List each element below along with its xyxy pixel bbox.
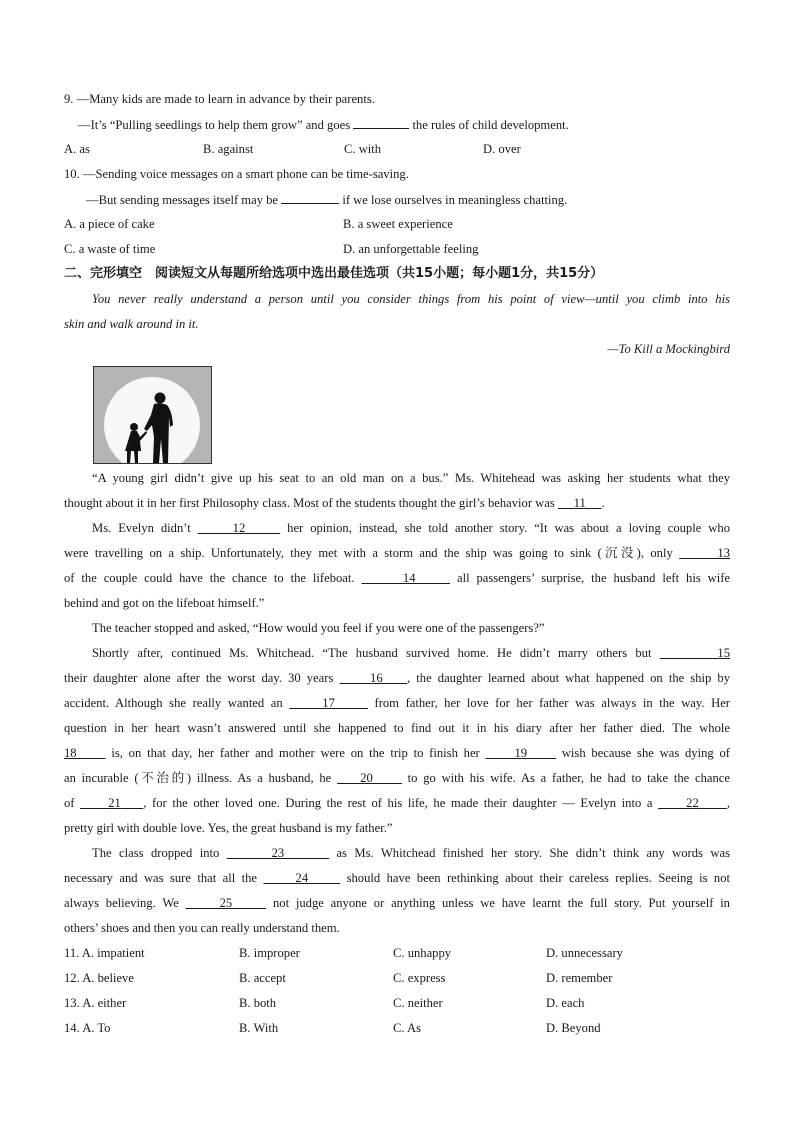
passage-text: all passengers’ surprise, the husband left his wife <box>457 571 731 585</box>
passage-line-16 <box>92 845 730 861</box>
q13-option-a[interactable]: 13. A. either <box>64 996 127 1010</box>
passage-text: is, on that day, her father and mother were on the trip to finish her <box>111 746 480 760</box>
blank-number: 19 <box>514 746 528 760</box>
passage-text: Shortly after, continued Ms. Whitchead. “The husband survived home. He didn’t marry others but <box>92 646 652 660</box>
passage-text: from father, her love for her father was always in the way. Her <box>374 696 730 710</box>
q9-option-d[interactable]: D. over <box>483 142 521 156</box>
passage-text: The class dropped into <box>92 846 220 860</box>
father-daughter-silhouette-image <box>93 366 212 464</box>
blank-23[interactable] <box>227 846 329 860</box>
q14-option-a[interactable]: 14. A. To <box>64 1021 111 1035</box>
q10-answer-blank[interactable] <box>281 191 339 204</box>
passage-text: . <box>601 496 605 510</box>
passage-line-12 <box>64 745 730 761</box>
passage-line-6: behind and got on the lifeboat himself.” <box>64 596 265 610</box>
blank-17[interactable] <box>289 696 368 710</box>
passage-line-11: question in her heart wasn’t answered until she happened to find out it in his diary after her father died. The whole <box>64 721 730 735</box>
blank-number: 21 <box>108 796 121 810</box>
blank-21[interactable] <box>80 796 143 810</box>
passage-text: as Ms. Whitchead finished her story. She didn’t think any words was <box>336 846 730 860</box>
blank-20[interactable] <box>337 771 402 785</box>
q12-option-c[interactable]: C. express <box>393 971 446 985</box>
q13-option-d[interactable]: D. each <box>546 996 585 1010</box>
section-heading: 二、完形填空 阅读短文从每题所给选项中选出最佳选项（共15小题；每小题1分，共15分） <box>64 266 604 281</box>
passage-line-5 <box>64 570 730 586</box>
q11-option-a[interactable]: 11. A. impatient <box>64 946 145 960</box>
q10-reply-after: if we lose ourselves in meaningless chatting. <box>342 193 568 207</box>
q11-option-c[interactable]: C. unhappy <box>393 946 452 960</box>
passage-text: necessary and was sure that all the <box>64 871 258 885</box>
q9-option-a[interactable]: A. as <box>64 142 90 156</box>
blank-15[interactable] <box>660 646 730 660</box>
passage-line-10 <box>64 695 730 711</box>
q14-option-b[interactable]: B. With <box>239 1021 279 1035</box>
q9-option-c[interactable]: C. with <box>344 142 382 156</box>
passage-text: , the daughter learned about what happened on the ship by <box>407 671 731 685</box>
q14-option-c[interactable]: C. As <box>393 1021 421 1035</box>
passage-line-9 <box>64 670 730 686</box>
blank-number: 24 <box>295 871 309 885</box>
q14-option-d[interactable]: D. Beyond <box>546 1021 601 1035</box>
passage-text: accident. Although she really wanted an <box>64 696 283 710</box>
q13-option-c[interactable]: C. neither <box>393 996 443 1010</box>
q10-option-a[interactable]: A. a piece of cake <box>64 217 155 231</box>
passage-text: thought about it in her first Philosophy class. Most of the students thought the girl’s behavior was <box>64 496 555 510</box>
blank-number: 16 <box>370 671 383 685</box>
passage-text: Ms. Evelyn didn’t <box>92 521 191 535</box>
blank-number: 15 <box>717 646 730 660</box>
blank-number: 11 <box>573 496 586 510</box>
q9-stem: 9. —Many kids are made to learn in advance by their parents. <box>64 92 375 106</box>
q10-option-d[interactable]: D. an unforgettable feeling <box>343 242 479 256</box>
epigraph-line-1: You never really understand a person until you consider things from his point of view—until you climb into his <box>92 292 730 306</box>
passage-text: , for the other loved one. During the rest of his life, he made their daughter — Evelyn into a <box>143 796 653 810</box>
blank-13[interactable] <box>679 546 730 560</box>
q12-option-d[interactable]: D. remember <box>546 971 613 985</box>
passage-line-1: “A young girl didn’t give up his seat to an old man on a bus.” Ms. Whitehead was asking her students what they <box>92 471 730 485</box>
passage-text: her opinion, instead, she told another story. “It was about a loving couple who <box>287 521 730 535</box>
q9-reply-after: the rules of child development. <box>412 118 569 132</box>
epigraph-line-2: skin and walk around in it. <box>64 317 199 331</box>
passage-line-13 <box>64 770 730 786</box>
q10-reply <box>86 191 730 208</box>
blank-number: 12 <box>232 521 246 535</box>
passage-text: , <box>726 796 730 810</box>
q10-reply-before: —But sending messages itself may be <box>86 193 279 207</box>
passage-line-7: The teacher stopped and asked, “How would you feel if you were one of the passengers?” <box>92 621 545 635</box>
q10-option-b[interactable]: B. a sweet experience <box>343 217 453 231</box>
q12-option-b[interactable]: B. accept <box>239 971 286 985</box>
q11-option-d[interactable]: D. unnecessary <box>546 946 623 960</box>
q12-option-a[interactable]: 12. A. believe <box>64 971 134 985</box>
blank-number: 14 <box>402 571 416 585</box>
passage-line-19: others’ shoes and then you can really understand them. <box>64 921 340 935</box>
blank-18[interactable] <box>64 746 106 760</box>
passage-text: their daughter alone after the worst day. 30 years <box>64 671 334 685</box>
q10-option-c[interactable]: C. a waste of time <box>64 242 156 256</box>
blank-22[interactable] <box>658 796 727 810</box>
blank-25[interactable] <box>186 896 267 910</box>
passage-line-14 <box>64 795 730 811</box>
blank-19[interactable] <box>486 746 557 760</box>
passage-line-4 <box>64 545 730 561</box>
epigraph-source: —To Kill a Mockingbird <box>607 342 730 356</box>
blank-number: 18 <box>64 746 77 760</box>
blank-12[interactable] <box>198 521 280 535</box>
q13-option-b[interactable]: B. both <box>239 996 277 1010</box>
q9-reply-before: —It’s “Pulling seedlings to help them grow” and goes <box>78 118 351 132</box>
passage-text: to go with his wife. As a father, he had to take the chance <box>407 771 730 785</box>
blank-number: 13 <box>717 546 730 560</box>
q10-stem: 10. —Sending voice messages on a smart phone can be time-saving. <box>64 167 409 181</box>
passage-text: not judge anyone or anything unless we have learnt the full story. Put yourself in <box>272 896 730 910</box>
q9-option-b[interactable]: B. against <box>203 142 254 156</box>
passage-text: an incurable (不治的) illness. As a husband, he <box>64 771 332 785</box>
passage-line-18 <box>64 895 730 911</box>
passage-text: wish because she was dying of <box>561 746 730 760</box>
passage-line-8 <box>92 645 730 661</box>
passage-text: should have been rethinking about their careless replies. Seeing is not <box>346 871 731 885</box>
blank-14[interactable] <box>361 571 450 585</box>
blank-number: 25 <box>219 896 233 910</box>
passage-text: were travelling on a ship. Unfortunately, they met with a storm and the ship was going to sink (沉没), only <box>64 546 673 560</box>
passage-text: always believing. We <box>64 896 179 910</box>
blank-number: 22 <box>686 796 699 810</box>
passage-line-2 <box>64 495 730 511</box>
blank-24[interactable] <box>263 871 340 885</box>
blank-number: 20 <box>360 771 373 785</box>
passage-line-17 <box>64 870 730 886</box>
q9-answer-blank[interactable] <box>353 116 409 129</box>
blank-11[interactable] <box>558 496 602 510</box>
q11-option-b[interactable]: B. improper <box>239 946 300 960</box>
blank-number: 23 <box>271 846 285 860</box>
silhouette-icon <box>94 367 211 463</box>
blank-number: 17 <box>322 696 335 710</box>
passage-text: of the couple could have the chance to the lifeboat. <box>64 571 355 585</box>
passage-line-15: pretty girl with double love. Yes, the great husband is my father.” <box>64 821 393 835</box>
passage-text: of <box>64 796 75 810</box>
q9-reply <box>78 116 730 133</box>
blank-16[interactable] <box>339 671 407 685</box>
passage-line-3 <box>92 520 730 536</box>
